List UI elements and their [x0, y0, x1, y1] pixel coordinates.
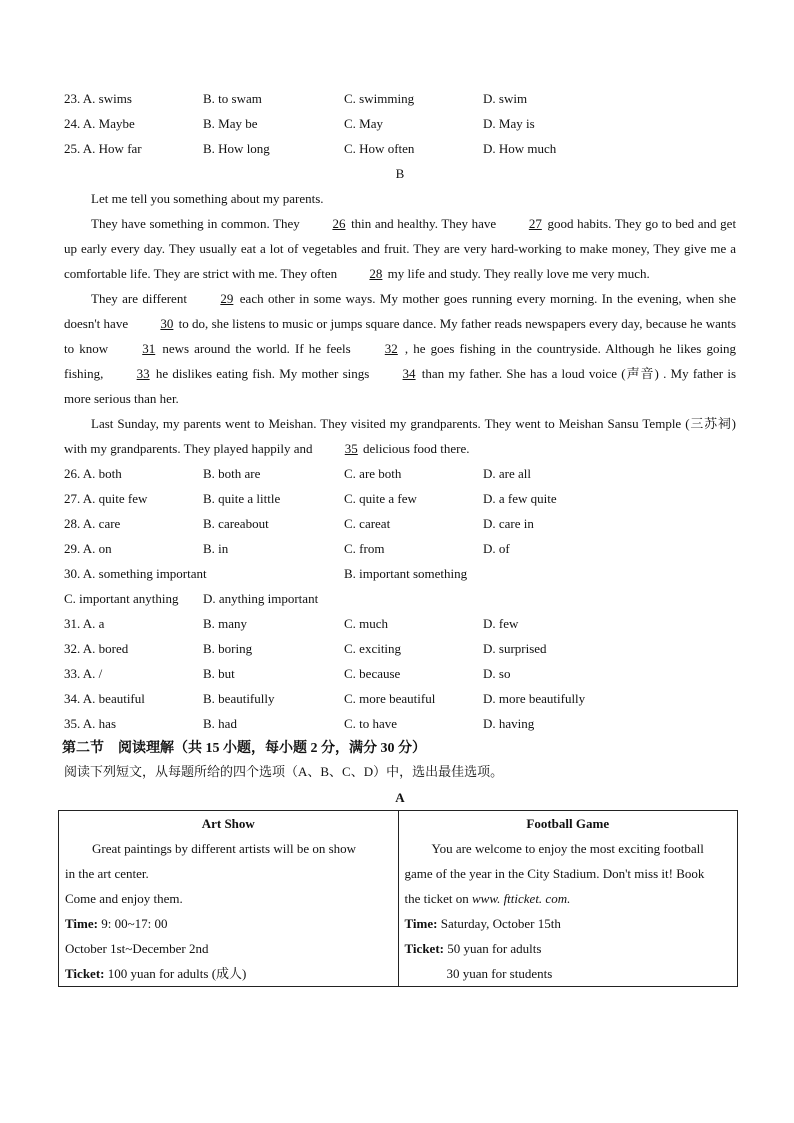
option-d: D. are all	[483, 466, 532, 481]
para-text: They are different	[91, 291, 187, 306]
option-b: B. many	[203, 616, 248, 631]
ad-text: game of the year in the City Stadium. Don't miss it! Book	[404, 866, 705, 881]
option-b: B. to swam	[203, 91, 262, 106]
ad-dates: October 1st~December 2nd	[65, 941, 209, 956]
section-title: 第二节 阅读理解（共 15 小题，每小题 2 分，满分 30 分）	[62, 741, 426, 756]
option-d: D. more beautifully	[483, 691, 586, 706]
question-28	[64, 511, 736, 536]
question-35	[64, 711, 736, 736]
option-b: B. careabout	[203, 516, 269, 531]
ticket-value: 50 yuan for adults	[447, 941, 542, 956]
ad-text: You are welcome to enjoy the most exciting football	[431, 841, 704, 856]
ticket-value: 100 yuan for adults (成人)	[107, 966, 247, 981]
option-d: D. so	[483, 666, 511, 681]
ad-text: Come and enjoy them.	[65, 891, 183, 906]
question-30	[64, 561, 736, 586]
para-text: my life and study. They really love me very much.	[387, 266, 650, 281]
option-c: C. quite a few	[344, 491, 417, 506]
option-d: D. a few quite	[483, 491, 557, 506]
time-value: Saturday, October 15th	[440, 916, 561, 931]
option-a: 24. A. Maybe	[64, 116, 135, 131]
option-c: C. are both	[344, 466, 402, 481]
ticket-url: www. ftticket. com.	[472, 891, 571, 906]
question-23	[64, 86, 736, 111]
option-b: B. boring	[203, 641, 253, 656]
time-label: Time:	[65, 916, 98, 931]
ad-time	[405, 911, 732, 936]
option-d: D. having	[483, 716, 535, 731]
passage-b-para-1: Let me tell you something about my parents.	[91, 191, 324, 206]
passage-b-para-4	[64, 411, 736, 461]
question-24	[64, 111, 736, 136]
option-a: 28. A. care	[64, 516, 121, 531]
option-b: B. in	[203, 541, 229, 556]
para-text: good habits. They go to bed and get up early every day. They usually eat a lot of vegetables and fruit. They are very hard-working to make money, They give me a comfortable life. They are strict with me. They often	[64, 216, 737, 281]
football-game-ad	[398, 811, 738, 987]
option-c: C. swimming	[344, 91, 415, 106]
blank-33: 33	[136, 366, 150, 381]
option-a: 34. A. beautiful	[64, 691, 145, 706]
option-c: C. because	[344, 666, 401, 681]
option-a: 30. A. something important	[64, 566, 207, 581]
option-b: B. beautifully	[203, 691, 275, 706]
option-b: B. important something	[344, 566, 468, 581]
para-text: he dislikes eating fish. My mother sings	[155, 366, 370, 381]
passage-b-label: B	[395, 166, 405, 181]
ad-text	[405, 886, 732, 911]
option-c: C. careat	[344, 516, 391, 531]
question-25	[64, 136, 736, 161]
para-text: delicious food there.	[363, 441, 470, 456]
option-a: 23. A. swims	[64, 91, 132, 106]
option-c: C. from	[344, 541, 385, 556]
blank-31: 31	[142, 341, 156, 356]
blank-32: 32	[384, 341, 398, 356]
option-c: C. exciting	[344, 641, 402, 656]
question-32	[64, 636, 736, 661]
option-d: D. care in	[483, 516, 534, 531]
option-c: C. to have	[344, 716, 398, 731]
question-30-cont	[64, 586, 736, 611]
question-31	[64, 611, 736, 636]
ad-ticket-2: 30 yuan for students	[446, 966, 553, 981]
ad-ticket	[65, 961, 392, 986]
passage-a-label: A	[395, 790, 405, 805]
option-d: D. few	[483, 616, 519, 631]
passage-b-para-2	[64, 211, 736, 286]
option-b: B. had	[203, 716, 237, 731]
para-text: , he goes fishing in the countryside. Although he likes going fishing,	[64, 341, 737, 381]
ticket-label: Ticket:	[404, 941, 444, 956]
para-text: each other in some ways. My mother goes running every morning. In the evening, when she doesn't have	[64, 291, 737, 331]
option-c: C. much	[344, 616, 389, 631]
exam-page	[64, 86, 736, 987]
ad-time	[65, 911, 392, 936]
para-text: Last Sunday, my parents went to Meishan. They visited my grandparents. They went to Meishan Sansu Temple (三苏祠) with my grandparents. They played happily and	[64, 416, 736, 456]
question-27	[64, 486, 736, 511]
option-c: C. How often	[344, 141, 415, 156]
option-d: D. anything important	[203, 591, 319, 606]
option-a: 26. A. both	[64, 466, 122, 481]
ad-text-pre: the ticket on	[404, 891, 469, 906]
option-d: D. of	[483, 541, 510, 556]
section-instruction: 阅读下列短文，从每题所给的四个选项（A、B、C、D）中，选出最佳选项。	[64, 764, 504, 779]
para-text: thin and healthy. They have	[351, 216, 497, 231]
blank-30: 30	[160, 316, 174, 331]
para-text: to do, she listens to music or jumps square dance. My father reads newspapers every day, because he wants to know	[64, 316, 737, 356]
option-b: B. May be	[203, 116, 258, 131]
blank-27: 27	[528, 216, 542, 231]
time-label: Time:	[404, 916, 438, 931]
para-text: news around the world. If he feels	[162, 341, 351, 356]
option-d: D. swim	[483, 91, 528, 106]
question-33	[64, 661, 736, 686]
blank-35: 35	[344, 441, 358, 456]
blank-29: 29	[220, 291, 234, 306]
para-text: They have something in common. They	[91, 216, 300, 231]
blank-26: 26	[332, 216, 346, 231]
question-29	[64, 536, 736, 561]
option-c: C. May	[344, 116, 383, 131]
option-a: 31. A. a	[64, 616, 105, 631]
blank-28: 28	[369, 266, 383, 281]
question-26	[64, 461, 736, 486]
ad-text: in the art center.	[65, 866, 149, 881]
para-text: than my father. She has a loud voice (声音) . My father is more serious than her.	[64, 366, 737, 406]
question-34	[64, 686, 736, 711]
art-show-ad	[59, 811, 399, 987]
ad-text: Great paintings by different artists will be on show	[92, 841, 357, 856]
option-b: B. both are	[203, 466, 261, 481]
option-a: 29. A. on	[64, 541, 112, 556]
time-value: 9: 00~17: 00	[101, 916, 168, 931]
ad-title: Football Game	[526, 816, 610, 831]
option-b: B. quite a little	[203, 491, 281, 506]
ad-title: Art Show	[201, 816, 255, 831]
option-d: D. surprised	[483, 641, 547, 656]
option-a: 33. A. /	[64, 666, 103, 681]
option-d: D. May is	[483, 116, 535, 131]
option-a: 35. A. has	[64, 716, 116, 731]
ticket-label: Ticket:	[65, 966, 105, 981]
option-c: C. important anything	[64, 591, 179, 606]
option-d: D. How much	[483, 141, 557, 156]
ads-table	[58, 810, 738, 987]
blank-34: 34	[402, 366, 416, 381]
option-a: 27. A. quite few	[64, 491, 148, 506]
option-b: B. but	[203, 666, 235, 681]
passage-b-para-3	[64, 286, 736, 411]
option-b: B. How long	[203, 141, 270, 156]
ad-ticket	[405, 936, 732, 961]
option-a: 32. A. bored	[64, 641, 129, 656]
option-a: 25. A. How far	[64, 141, 142, 156]
option-c: C. more beautiful	[344, 691, 436, 706]
